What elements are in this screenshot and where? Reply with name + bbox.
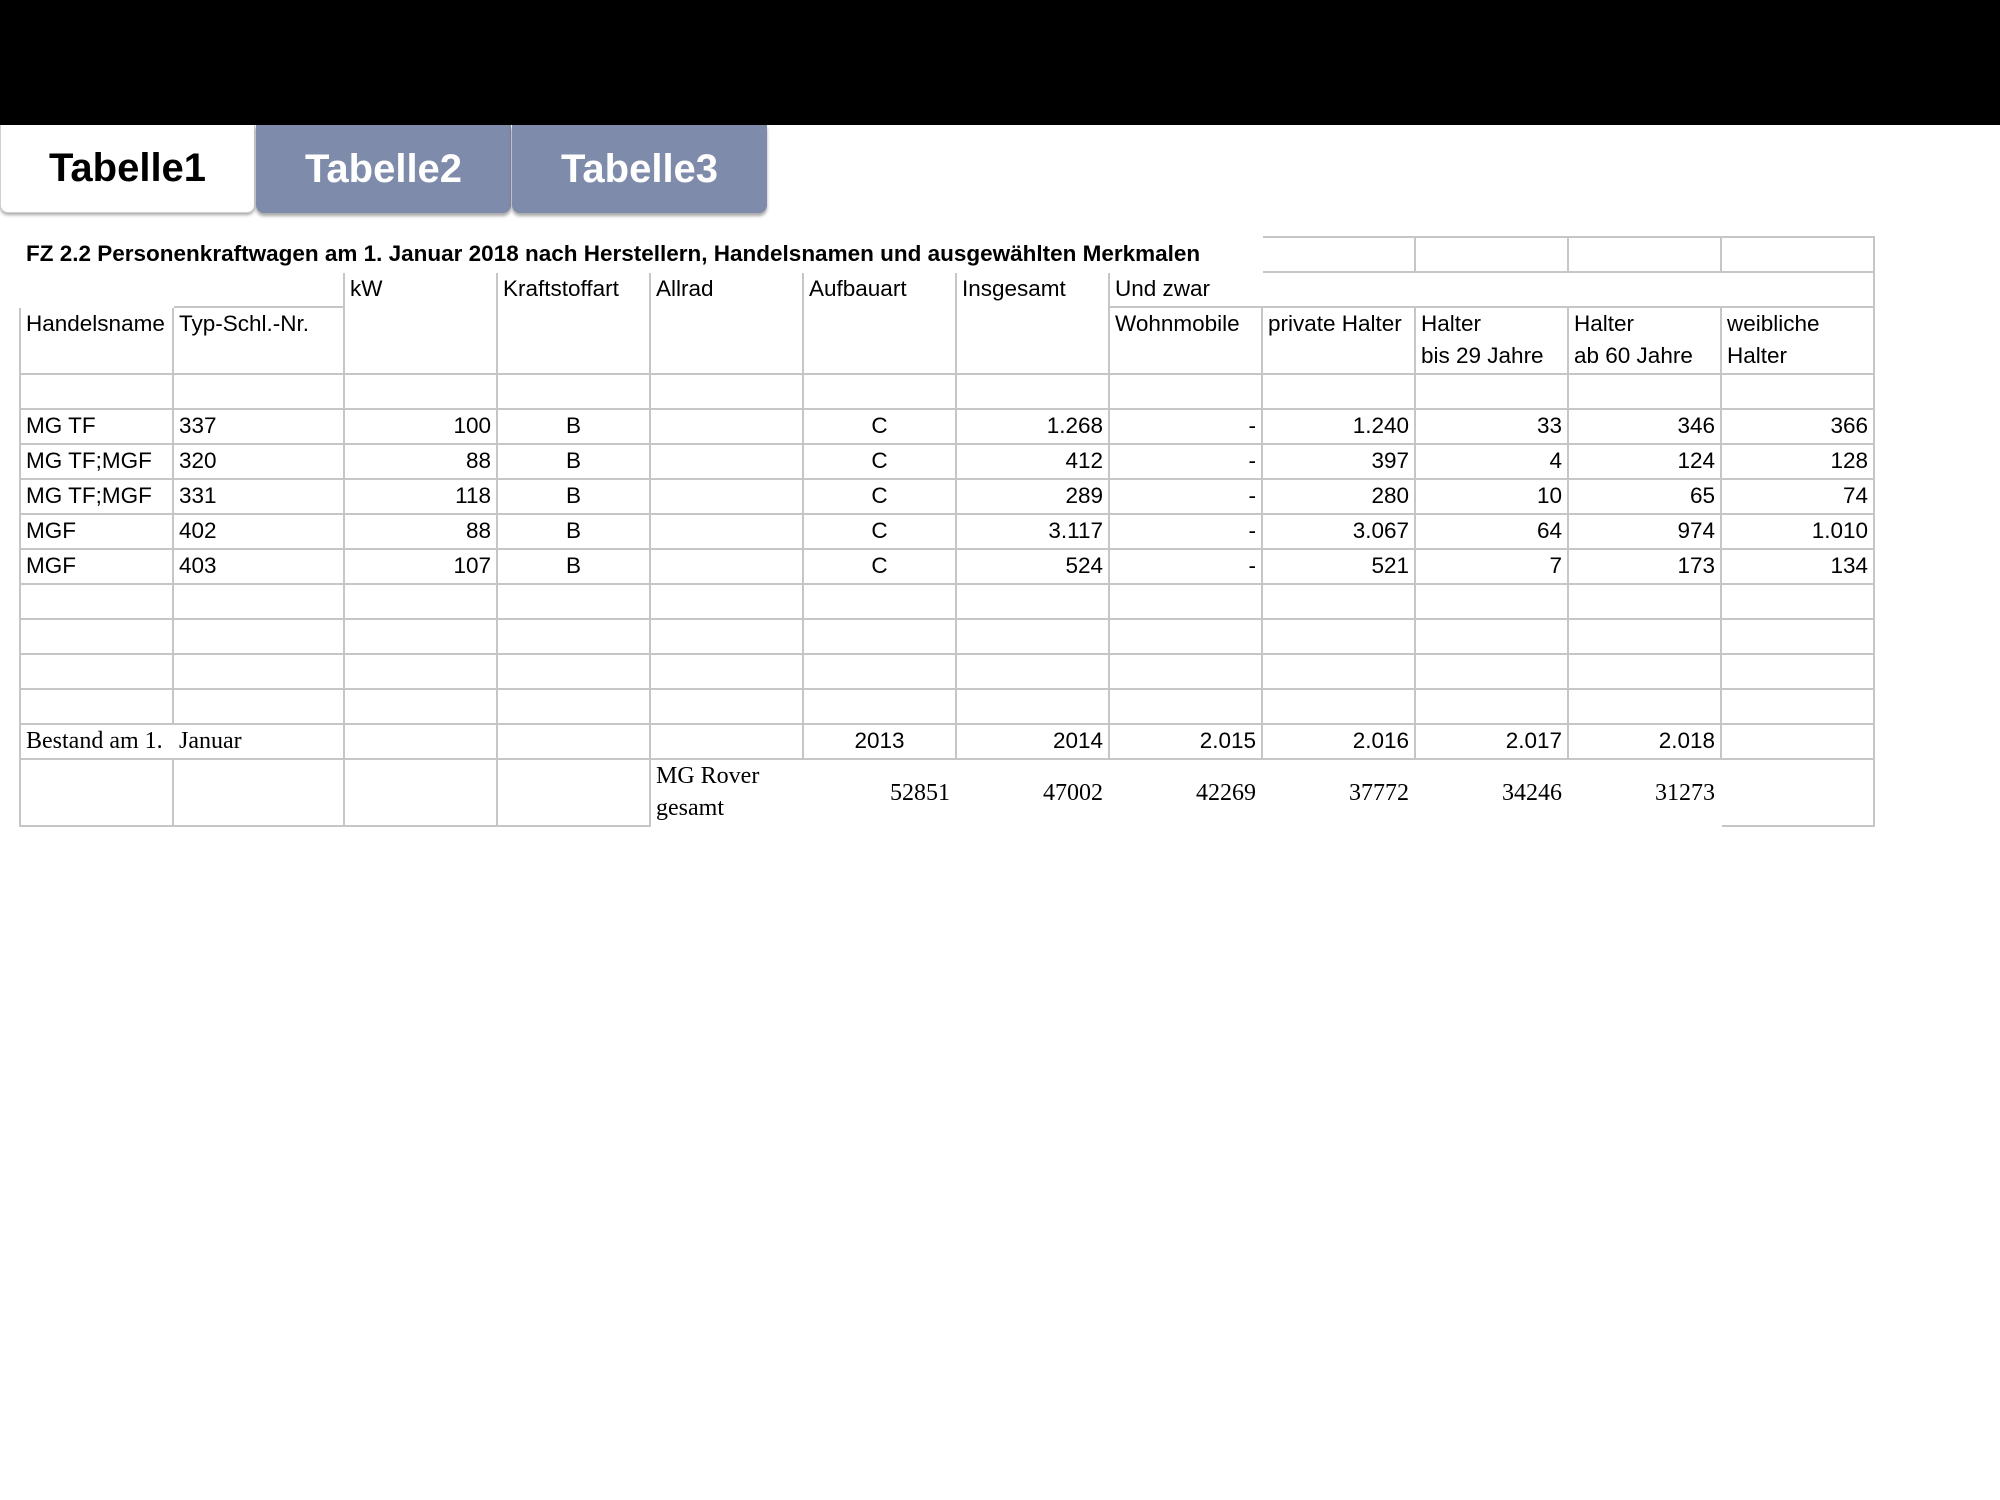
cell-private[interactable]: 521 [1262,549,1415,584]
bestand-year[interactable]: 2013 [803,724,956,759]
cell[interactable] [344,584,497,619]
gesamt-value[interactable]: 42269 [1196,779,1256,806]
bestand-label-a[interactable]: Bestand am 1. [20,724,173,759]
cell[interactable] [497,374,650,409]
empty-row [20,584,1874,619]
cell[interactable] [1109,619,1262,654]
cell[interactable] [956,374,1109,409]
table-row [20,479,1874,514]
cell[interactable] [1721,689,1874,724]
cell[interactable] [1568,237,1721,272]
tab-tabelle1[interactable]: Tabelle1 [0,125,255,213]
cell[interactable] [1415,237,1568,272]
cell[interactable] [650,724,803,759]
cell-kw[interactable]: 100 [344,409,497,444]
cell-insgesamt[interactable]: 1.268 [956,409,1109,444]
cell-h60[interactable]: 173 [1568,549,1721,584]
cell-typ[interactable]: 331 [173,479,344,514]
table-row [20,409,1874,444]
empty-row [20,654,1874,689]
cell[interactable] [1568,374,1721,409]
cell[interactable] [650,374,803,409]
cell[interactable] [497,584,650,619]
cell[interactable] [1415,584,1568,619]
cell-insgesamt[interactable]: 524 [956,549,1109,584]
cell[interactable] [173,654,344,689]
cell-allrad[interactable] [650,409,803,444]
gesamt-row [20,759,1874,826]
cell-kw[interactable]: 107 [344,549,497,584]
cell[interactable] [1262,689,1415,724]
cell[interactable] [803,689,956,724]
cell[interactable] [344,759,497,826]
bestand-year[interactable]: 2.018 [1568,724,1721,759]
table-title[interactable]: FZ 2.2 Personenkraftwagen am 1. Januar 2018 nach Herstellern, Handelsnamen und ausgewählten Merkmalen [26,241,1201,266]
cell[interactable] [173,374,344,409]
cell-weiblich[interactable]: 74 [1721,479,1874,514]
tab-tabelle2[interactable]: Tabelle2 [256,125,511,213]
cell-allrad[interactable] [650,444,803,479]
cell-handelsname[interactable]: MG TF [20,409,173,444]
gesamt-label-line: gesamt [656,795,724,821]
header-kraftstoffart[interactable]: Kraftstoffart [497,272,650,374]
cell[interactable] [1262,654,1415,689]
cell-typ[interactable]: 337 [173,409,344,444]
header-wohnmobile[interactable]: Wohnmobile [1109,307,1262,374]
cell-aufbau[interactable]: C [803,549,956,584]
spreadsheet-table [19,236,1875,827]
cell[interactable] [1109,584,1262,619]
cell-allrad[interactable] [650,549,803,584]
bestand-year[interactable]: 2014 [956,724,1109,759]
cell[interactable] [1568,619,1721,654]
cell[interactable] [1262,584,1415,619]
cell-kw[interactable]: 118 [344,479,497,514]
gesamt-value[interactable]: 47002 [1043,779,1103,806]
cell[interactable] [803,654,956,689]
empty-row [20,619,1874,654]
cell[interactable] [173,689,344,724]
cell[interactable] [956,654,1109,689]
cell[interactable] [1109,689,1262,724]
cell[interactable] [956,584,1109,619]
cell[interactable] [1721,272,1874,307]
gesamt-label[interactable] [650,759,803,826]
cell[interactable] [956,619,1109,654]
header-kw[interactable]: kW [344,272,497,374]
cell-typ[interactable]: 403 [173,549,344,584]
cell[interactable] [1262,237,1415,272]
cell[interactable] [1568,272,1721,307]
cell[interactable] [1721,759,1874,826]
cell-h60[interactable]: 65 [1568,479,1721,514]
header-line: weibliche [1727,311,1820,336]
bestand-year[interactable]: 2.016 [1262,724,1415,759]
table-row [20,549,1874,584]
bestand-row [20,724,1874,759]
cell[interactable] [1262,374,1415,409]
gesamt-label-line: MG Rover [656,763,760,789]
cell-h60[interactable]: 974 [1568,514,1721,549]
cell-h29[interactable]: 33 [1415,409,1568,444]
cell-h29[interactable]: 10 [1415,479,1568,514]
title-row [20,237,1874,272]
cell[interactable] [650,654,803,689]
cell[interactable] [20,619,173,654]
empty-row [20,374,1874,409]
cell[interactable] [1262,272,1415,307]
cell-wohnmobile[interactable]: - [1109,514,1262,549]
table-row [20,444,1874,479]
cell[interactable] [497,759,650,826]
cell[interactable] [497,689,650,724]
cell-allrad[interactable] [650,479,803,514]
cell-typ[interactable]: 402 [173,514,344,549]
cell-h60[interactable]: 346 [1568,409,1721,444]
cell[interactable] [1721,724,1874,759]
bestand-year[interactable]: 2.015 [1109,724,1262,759]
cell[interactable] [650,619,803,654]
cell-private[interactable]: 1.240 [1262,409,1415,444]
cell[interactable] [20,584,173,619]
header-und-zwar[interactable]: Und zwar [1109,272,1262,307]
cell[interactable] [803,374,956,409]
cell[interactable] [1415,654,1568,689]
cell[interactable] [20,374,173,409]
header-line: Halter [1421,311,1482,336]
cell[interactable] [173,759,344,826]
gesamt-value[interactable]: 34246 [1502,779,1562,806]
cell[interactable] [497,619,650,654]
cell[interactable] [650,689,803,724]
empty-row [20,689,1874,724]
bestand-year[interactable]: 2.017 [1415,724,1568,759]
cell[interactable] [803,584,956,619]
cell-allrad[interactable] [650,514,803,549]
header-line: ab 60 Jahre [1574,343,1693,368]
cell[interactable] [1721,619,1874,654]
cell-wohnmobile[interactable]: - [1109,444,1262,479]
cell[interactable] [1721,584,1874,619]
cell-handelsname[interactable]: MG TF;MGF [20,479,173,514]
cell-insgesamt[interactable]: 412 [956,444,1109,479]
cell[interactable] [1415,689,1568,724]
cell-weiblich[interactable]: 128 [1721,444,1874,479]
cell[interactable] [344,689,497,724]
top-black-bar [0,0,2000,125]
gesamt-value[interactable]: 52851 [890,779,950,806]
cell-kraftstoff[interactable]: B [497,514,650,549]
cell-kw[interactable]: 88 [344,444,497,479]
cell[interactable] [1721,654,1874,689]
gesamt-value[interactable]: 31273 [1655,779,1715,806]
cell-private[interactable]: 3.067 [1262,514,1415,549]
cell-private[interactable]: 397 [1262,444,1415,479]
cell-aufbau[interactable]: C [803,479,956,514]
cell[interactable] [344,654,497,689]
cell-weiblich[interactable]: 1.010 [1721,514,1874,549]
cell-kraftstoff[interactable]: B [497,409,650,444]
cell-wohnmobile[interactable]: - [1109,549,1262,584]
cell-h29[interactable]: 64 [1415,514,1568,549]
header-line: bis 29 Jahre [1421,343,1544,368]
header-insgesamt[interactable]: Insgesamt [956,272,1109,374]
cell[interactable] [1568,689,1721,724]
cell[interactable] [1415,619,1568,654]
cell-kraftstoff[interactable]: B [497,444,650,479]
header-handelsname[interactable]: Handelsname [20,307,173,374]
cell[interactable] [1109,374,1262,409]
cell[interactable] [497,654,650,689]
cell[interactable] [344,724,497,759]
cell[interactable] [1568,654,1721,689]
cell[interactable] [1262,619,1415,654]
cell[interactable] [1568,584,1721,619]
cell-weiblich[interactable]: 366 [1721,409,1874,444]
header-halter-bis-29[interactable] [1415,307,1568,374]
cell-kraftstoff[interactable]: B [497,479,650,514]
cell-kw[interactable]: 88 [344,514,497,549]
cell-wohnmobile[interactable]: - [1109,479,1262,514]
cell[interactable] [1415,374,1568,409]
header-typ-schl-nr[interactable]: Typ-Schl.-Nr. [173,307,344,374]
cell-h29[interactable]: 4 [1415,444,1568,479]
header-halter-ab-60[interactable] [1568,307,1721,374]
cell-private[interactable]: 280 [1262,479,1415,514]
cell[interactable] [344,374,497,409]
cell-h29[interactable]: 7 [1415,549,1568,584]
cell-handelsname[interactable]: MGF [20,514,173,549]
header-aufbauart[interactable]: Aufbauart [803,272,956,374]
cell[interactable] [20,759,173,826]
cell[interactable] [173,272,344,307]
table-row [20,514,1874,549]
header-allrad[interactable]: Allrad [650,272,803,374]
tab-tabelle3[interactable]: Tabelle3 [512,125,767,213]
cell[interactable] [173,584,344,619]
header-private-halter[interactable]: private Halter [1262,307,1415,374]
cell-aufbau[interactable]: C [803,444,956,479]
cell[interactable] [497,724,650,759]
cell[interactable] [803,619,956,654]
gesamt-value[interactable]: 37772 [1349,779,1409,806]
cell[interactable] [344,619,497,654]
cell-wohnmobile[interactable]: - [1109,409,1262,444]
cell[interactable] [1721,237,1874,272]
cell-insgesamt[interactable]: 289 [956,479,1109,514]
cell-kraftstoff[interactable]: B [497,549,650,584]
cell-handelsname[interactable]: MG TF;MGF [20,444,173,479]
cell[interactable] [20,272,173,307]
cell-insgesamt[interactable]: 3.117 [956,514,1109,549]
header-line: Halter [1727,343,1788,368]
cell-weiblich[interactable]: 134 [1721,549,1874,584]
cell[interactable] [1721,374,1874,409]
cell-handelsname[interactable]: MGF [20,549,173,584]
header-weibliche-halter[interactable] [1721,307,1874,374]
cell[interactable] [20,654,173,689]
cell[interactable] [173,619,344,654]
cell[interactable] [956,689,1109,724]
cell[interactable] [1415,272,1568,307]
cell-aufbau[interactable]: C [803,514,956,549]
cell-typ[interactable]: 320 [173,444,344,479]
cell-aufbau[interactable]: C [803,409,956,444]
header-row-1 [20,272,1874,307]
cell-h60[interactable]: 124 [1568,444,1721,479]
cell[interactable] [1109,654,1262,689]
cell[interactable] [20,689,173,724]
header-line: Halter [1574,311,1635,336]
cell[interactable] [650,584,803,619]
bestand-label-b[interactable]: Januar [173,724,344,759]
